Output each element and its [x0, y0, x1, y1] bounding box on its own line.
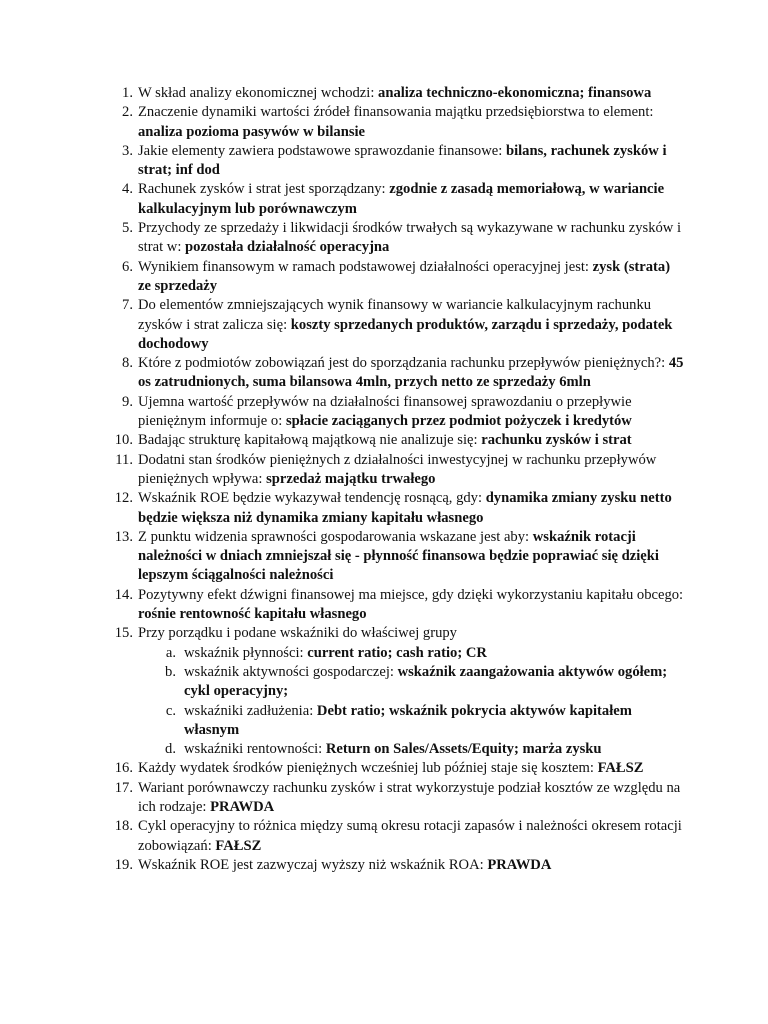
- answer-text: zgodnie z zasadą memoriałową, w wariancie kalkulacyjnym lub porównawczym: [138, 181, 665, 217]
- question-text: Przy porządku i podane wskaźniki do właściwej grupy: [138, 625, 457, 642]
- list-item: [104, 84, 684, 103]
- answer-text: FAŁSZ: [597, 760, 644, 777]
- question-text: Wariant porównawczy rachunku zysków i strat wykorzystuje podział kosztów ze względu na ich rodzaje:: [138, 779, 681, 815]
- list-item: [104, 354, 684, 393]
- item-number: 11.: [115, 451, 133, 468]
- list-item: [104, 103, 684, 142]
- answer-text: zysk (strata) ze sprzedaży: [138, 258, 671, 294]
- sub-list: [138, 644, 684, 760]
- answer-text: PRAWDA: [487, 856, 552, 873]
- item-number: 13.: [114, 528, 133, 545]
- question-text: Pozytywny efekt dźwigni finansowej ma miejsce, gdy dzięki wykorzystaniu kapitału obcego:: [138, 586, 684, 603]
- sub-list-item: [138, 644, 684, 663]
- answer-text: analiza pozioma pasywów w bilansie: [138, 123, 366, 140]
- item-number: 8.: [122, 355, 133, 372]
- question-list: [104, 84, 684, 875]
- list-item: [104, 779, 684, 818]
- answer-text: 45 os zatrudnionych, suma bilansowa 4mln, przych netto ze sprzedaży 6mln: [138, 355, 684, 391]
- question-text: Jakie elementy zawiera podstawowe sprawozdanie finansowe:: [138, 142, 506, 159]
- sub-item-answer: wskaźnik zaangażowania aktywów ogółem; cykl operacyjny;: [184, 663, 668, 700]
- answer-text: PRAWDA: [210, 798, 275, 815]
- item-number: 1.: [122, 85, 133, 101]
- item-number: 15.: [114, 625, 133, 642]
- question-text: Które z podmiotów zobowiązań jest do sporządzania rachunku przepływów pieniężnych?:: [138, 355, 669, 372]
- list-item: [104, 624, 684, 759]
- item-number: 18.: [114, 818, 133, 835]
- list-item: [104, 759, 684, 778]
- answer-text: analiza techniczno-ekonomiczna; finansowa: [378, 85, 652, 101]
- question-text: Rachunek zysków i strat jest sporządzany:: [138, 181, 390, 198]
- list-item: [104, 296, 684, 354]
- answer-text: dynamika zmiany zysku netto będzie większa niż dynamika zmiany kapitału własnego: [138, 490, 672, 526]
- list-item: [104, 393, 684, 432]
- sub-item-text: wskaźnik płynności:: [184, 644, 308, 661]
- list-item: [104, 489, 684, 528]
- question-text: Dodatni stan środków pieniężnych z działalności inwestycyjnej w rachunku przepływów pieniężnych wpływa:: [138, 451, 657, 487]
- answer-text: koszty sprzedanych produktów, zarządu i sprzedaży, podatek dochodowy: [138, 316, 673, 352]
- sub-item-text: wskaźnik aktywności gospodarczej:: [184, 663, 398, 680]
- item-number: 17.: [114, 779, 133, 796]
- item-number: 14.: [114, 586, 133, 603]
- list-item: [104, 431, 684, 450]
- question-text: Cykl operacyjny to różnica między sumą okresu rotacji zapasów i należności okresem rotacji zobowiązań:: [138, 818, 682, 854]
- item-number: 5.: [122, 220, 133, 237]
- item-number: 10.: [114, 432, 133, 449]
- list-item: [104, 817, 684, 856]
- sub-item-letter: d.: [165, 741, 176, 758]
- list-item: [104, 586, 684, 625]
- sub-list-item: [138, 663, 684, 702]
- sub-item-answer: current ratio; cash ratio; CR: [307, 644, 487, 661]
- sub-item-letter: c.: [165, 702, 176, 719]
- answer-text: rachunku zysków i strat: [481, 432, 632, 449]
- answer-text: rośnie rentowność kapitału własnego: [138, 606, 367, 623]
- question-text: Do elementów zmniejszających wynik finansowy w wariancie kalkulacyjnym rachunku zysków i strat zalicza się:: [138, 297, 652, 333]
- item-number: 4.: [122, 181, 133, 198]
- answer-text: wskaźnik rotacji należności w dniach zmniejszał się - płynność finansowa będzie poprawiać się dzięki lepszym ściągalności należności: [138, 528, 659, 584]
- item-number: 3.: [122, 142, 133, 159]
- list-item: [104, 180, 684, 219]
- list-item: [104, 451, 684, 490]
- answer-text: pozostała działalność operacyjna: [185, 239, 390, 256]
- sub-item-answer: Debt ratio; wskaźnik pokrycia aktywów kapitałem własnym: [184, 702, 632, 738]
- question-text: Ujemna wartość przepływów na działalności finansowej sprawozdaniu o przepływie pieniężnym informuje o:: [138, 393, 632, 430]
- question-text: Wskaźnik ROE jest zazwyczaj wyższy niż wskaźnik ROA:: [138, 856, 488, 873]
- answer-text: FAŁSZ: [215, 837, 262, 854]
- sub-item-letter: a.: [165, 644, 176, 661]
- item-number: 9.: [122, 393, 133, 410]
- sub-item-text: wskaźniki zadłużenia:: [184, 702, 317, 719]
- sub-item-letter: b.: [165, 663, 176, 680]
- question-text: Wskaźnik ROE będzie wykazywał tendencję rosnącą, gdy:: [138, 490, 486, 507]
- list-item: [104, 258, 684, 297]
- question-text: Wynikiem finansowym w ramach podstawowej działalności operacyjnej jest:: [138, 258, 593, 275]
- item-number: 6.: [122, 258, 133, 275]
- answer-text: bilans, rachunek zysków i strat; inf dod: [138, 142, 667, 179]
- list-item: [104, 528, 684, 586]
- sub-item-text: wskaźniki rentowności:: [184, 741, 326, 758]
- item-number: 7.: [122, 297, 133, 314]
- item-number: 16.: [114, 760, 133, 777]
- sub-list-item: [138, 740, 684, 759]
- question-text: W skład analizy ekonomicznej wchodzi:: [138, 85, 379, 101]
- item-number: 2.: [122, 104, 133, 121]
- question-text: Badając strukturę kapitałową majątkową nie analizuje się:: [138, 432, 482, 449]
- question-text: Każdy wydatek środków pieniężnych wcześniej lub później staje się kosztem:: [138, 760, 598, 777]
- answer-text: spłacie zaciąganych przez podmiot pożyczek i kredytów: [285, 413, 632, 430]
- item-number: 12.: [114, 490, 133, 507]
- question-text: Z punktu widzenia sprawności gospodarowania wskazane jest aby:: [138, 528, 533, 545]
- item-number: 19.: [114, 856, 133, 873]
- answer-text: sprzedaż majątku trwałego: [266, 470, 436, 487]
- list-item: [104, 142, 684, 181]
- list-item: [104, 219, 684, 258]
- question-text: Przychody ze sprzedaży i likwidacji środków trwałych są wykazywane w rachunku zysków i strat w:: [138, 220, 682, 256]
- list-item: [104, 856, 684, 875]
- question-text: Znaczenie dynamiki wartości źródeł finansowania majątku przedsiębiorstwa to element:: [138, 104, 654, 121]
- sub-list-item: [138, 702, 684, 741]
- sub-item-answer: Return on Sales/Assets/Equity; marża zysku: [325, 741, 602, 758]
